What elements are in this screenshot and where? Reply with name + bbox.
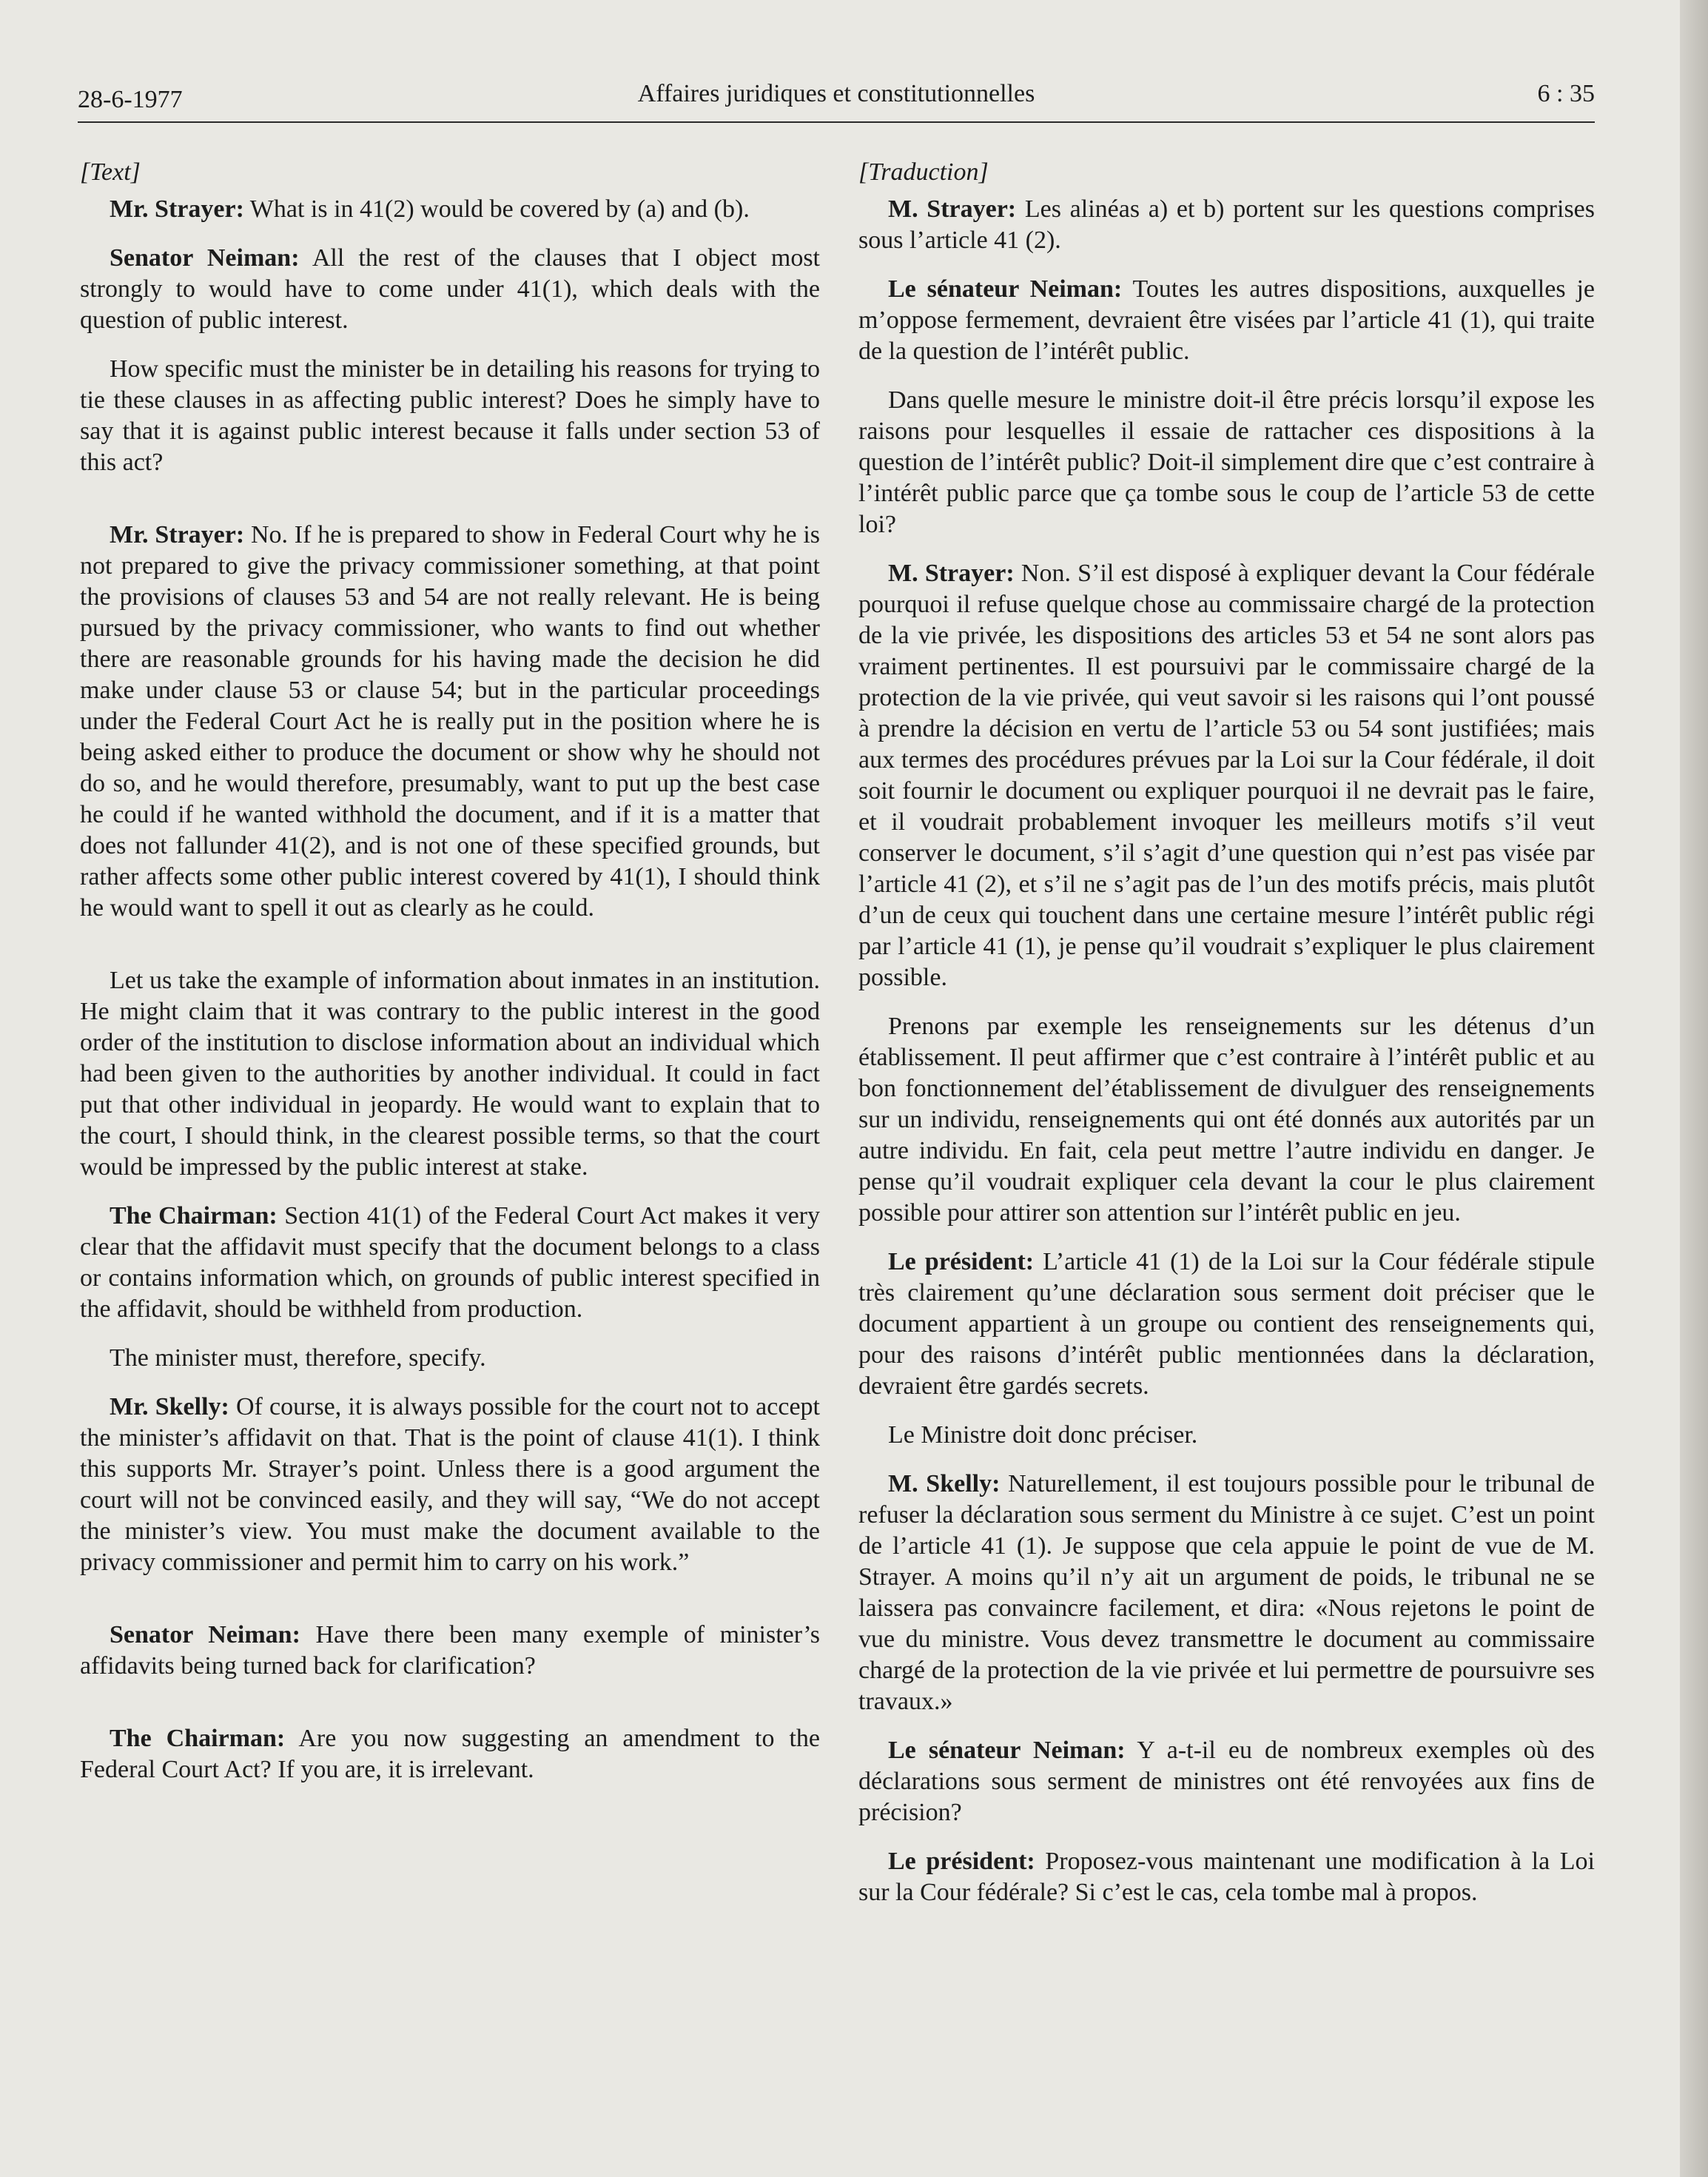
paragraph-text: Les alinéas a) et b) portent sur les questions comprises sous l’article 41 (2). <box>858 195 1595 254</box>
paragraph-text: Non. S’il est disposé à expliquer devant la Cour fédérale pourquoi il refuse quelque chose au commissaire chargé de la protection de la vie privée, les dispositions des articles 53 et 54 ne sont alors pas vraiment pertinentes. Il est poursuivi par le commissaire chargé de la protection de la vie privée, qui veut savoir si les raisons qui l’ont poussé à prendre la décision en vertu de l’article 53 ou 54 sont justifiées; mais aux termes des procédures prévues par la Loi sur la Cour fédérale, il doit soit fournir le document ou expliquer pourquoi il ne devrait pas le faire, et il voudrait probablement invoquer les meilleurs motifs s’il veut conserver le document, s’il s’agit d’une question qui n’est pas visée par l’article 41 (2), et s’il ne s’agit pas de l’un des motifs précis, mais plutôt d’un de ceux qui touchent dans une certaine mesure l’intérêt public régi par l’article 41 (1), je pense qu’il voudrait s’expliquer le plus clairement possible. <box>858 560 1595 991</box>
speaker-name: Le sénateur Neiman: <box>888 1737 1126 1764</box>
paragraph <box>858 1469 1595 1717</box>
paragraph-text: What is in 41(2) would be covered by (a) and (b). <box>243 195 750 223</box>
paragraph <box>80 1620 820 1682</box>
speaker-name: Mr. Strayer: <box>110 521 245 549</box>
speaker-name: Senator Neiman: <box>110 1621 300 1648</box>
paragraph <box>80 1723 820 1785</box>
speaker-name: Le président: <box>888 1248 1035 1275</box>
speaker-name: Mr. Skelly: <box>110 1393 229 1420</box>
speaker-name: Le sénateur Neiman: <box>888 275 1123 303</box>
speaker-name: The Chairman: <box>110 1202 278 1230</box>
paragraph: How specific must the minister be in detailing his reasons for trying to tie these clauses in as affecting public interest? Does he simply have to say that it is against public interest because it falls under section 53 of this act? <box>80 355 820 476</box>
paragraph <box>858 1247 1595 1402</box>
header-date: 28-6-1977 <box>78 86 183 113</box>
speaker-name: Senator Neiman: <box>110 244 300 272</box>
paragraph <box>80 520 820 924</box>
paragraph-text: Have there been many exemple of minister’s affidavits being turned back for clarification? <box>80 1621 820 1680</box>
paragraph-text: Toutes les autres dispositions, auxquelles je m’oppose fermement, devraient être visées par l’article 41 (1), qui traite de la question de l’intérêt public. <box>858 275 1595 365</box>
paragraph-text: Naturellement, il est toujours possible pour le tribunal de refuser la déclaration sous serment du Ministre à ce sujet. C’est un point de l’article 41 (1). Je suppose que cela appuie le point de vue de M. Strayer. A moins qu’il n’y ait un argument de poids, le tribunal ne se laissera pas convaincre facilement, et dira: «Nous rejetons le point de vue du ministre. Vous devez transmettre le document au commissaire chargé de la protection de la vie privée et lui permettre de poursuivre ses travaux.» <box>858 1470 1595 1715</box>
paragraph-text: All the rest of the clauses that I object most strongly to would have to come under 41(1), which deals with the question of public interest. <box>80 244 820 334</box>
column-tag: [Traduction] <box>858 158 989 186</box>
paragraph-text: Of course, it is always possible for the court not to accept the minister’s affidavit on that. That is the point of clause 41(1). I think this supports Mr. Strayer’s point. Unless there is a good argument the court will not be convinced easily, and they will say, “We do not accept the minister’s view. You must make the document available to the privacy commissioner and permit him to carry on his work.” <box>80 1393 820 1576</box>
paragraph: Dans quelle mesure le ministre doit-il être précis lorsqu’il expose les raisons pour lesquelles il essaie de rattacher ces dispositions à la question de l’intérêt public? Doit-il simplement dire que c’est contraire à l’intérêt public parce que ça tombe sous le coup de l’article 53 de cette loi? <box>858 386 1595 538</box>
page-edge <box>1680 0 1708 2177</box>
speaker-name: M. Strayer: <box>888 560 1015 587</box>
header-title: Affaires juridiques et constitutionnelles <box>637 80 1035 107</box>
paragraph-text: Proposez-vous maintenant une modification à la Loi sur la Cour fédérale? Si c’est le cas, cela tombe mal à propos. <box>858 1848 1595 1906</box>
paragraph-text: No. If he is prepared to show in Federal Court why he is not prepared to give the privacy commissioner something, at that point the provisions of clauses 53 and 54 are not really relevant. He is being pursued by the privacy commissioner, who wants to find out whether there are reasonable grounds for his having made the decision he did make under clause 53 or clause 54; but in the particular proceedings under the Federal Court Act he is really put in the position where he is being asked either to produce the document or show why he should not do so, and he would therefore, presumably, want to put up the best case he could if he wanted withhold the document, and if it is a matter that does not fallunder 41(2), and is not one of these specified grounds, but rather affects some other public interest covered by 41(1), I should think he would want to spell it out as clearly as he could. <box>80 521 821 922</box>
english-column <box>80 157 820 1803</box>
speaker-name: Mr. Strayer: <box>110 195 244 223</box>
speaker-name: M. Skelly: <box>888 1470 1001 1497</box>
paragraph <box>858 558 1595 993</box>
page-number: 6 : 35 <box>1537 80 1595 107</box>
speaker-name: The Chairman: <box>110 1725 286 1752</box>
paragraph <box>858 1846 1595 1908</box>
paragraph-text: Y a-t-il eu de nombreux exemples où des déclarations sous serment de ministres ont été renvoyées aux fins de précision? <box>858 1737 1595 1826</box>
paragraph <box>80 1201 820 1325</box>
paragraph <box>858 1735 1595 1828</box>
paragraph: Let us take the example of information about inmates in an institution. He might claim that it was contrary to the public interest in the good order of the institution to disclose information about an individual which had been given to the authorities by another individual. It could in fact put that other individual in jeopardy. He would want to explain that to the court, I should think, in the clearest possible terms, so that the court would be impressed by the public interest at stake. <box>80 967 820 1181</box>
paragraph-text: Section 41(1) of the Federal Court Act makes it very clear that the affidavit must specify that the document belongs to a class or contains information which, on grounds of public interest specified in the affidavit, should be withheld from production. <box>80 1202 820 1323</box>
paragraph <box>80 243 820 336</box>
paragraph <box>80 1392 820 1578</box>
paragraph: Prenons par exemple les renseignements sur les détenus d’un établissement. Il peut affirmer que c’est contraire à l’intérêt public et au bon fonctionnement del’établissement de divulguer des renseignements sur un individu, renseignements qui ont été donnés aux autorités par un autre individu. En fait, cela peut mettre l’autre individu en danger. Je pense qu’il voudrait expliquer cela devant la cour le plus clairement possible pour attirer son attention sur l’intérêt public en jeu. <box>858 1013 1595 1227</box>
paragraph-text: Are you now suggesting an amendment to the Federal Court Act? If you are, it is irrelevant. <box>80 1725 820 1783</box>
paragraph: Le Ministre doit donc préciser. <box>888 1421 1198 1449</box>
speaker-name: M. Strayer: <box>888 195 1017 223</box>
paragraph <box>858 194 1595 256</box>
page-header <box>78 80 1595 123</box>
paragraph <box>858 274 1595 367</box>
paragraph <box>80 194 820 225</box>
paragraph: The minister must, therefore, specify. <box>110 1344 486 1372</box>
paragraph-text: L’article 41 (1) de la Loi sur la Cour fédérale stipule très clairement qu’une déclaration sous serment doit préciser que le document appartient à un groupe ou contient des renseignements qui, pour des raisons d’intérêt public mentionnées dans la déclaration, devraient être gardés secrets. <box>858 1248 1595 1400</box>
column-tag: [Text] <box>80 158 141 186</box>
speaker-name: Le président: <box>888 1848 1035 1875</box>
french-column <box>858 157 1595 1926</box>
